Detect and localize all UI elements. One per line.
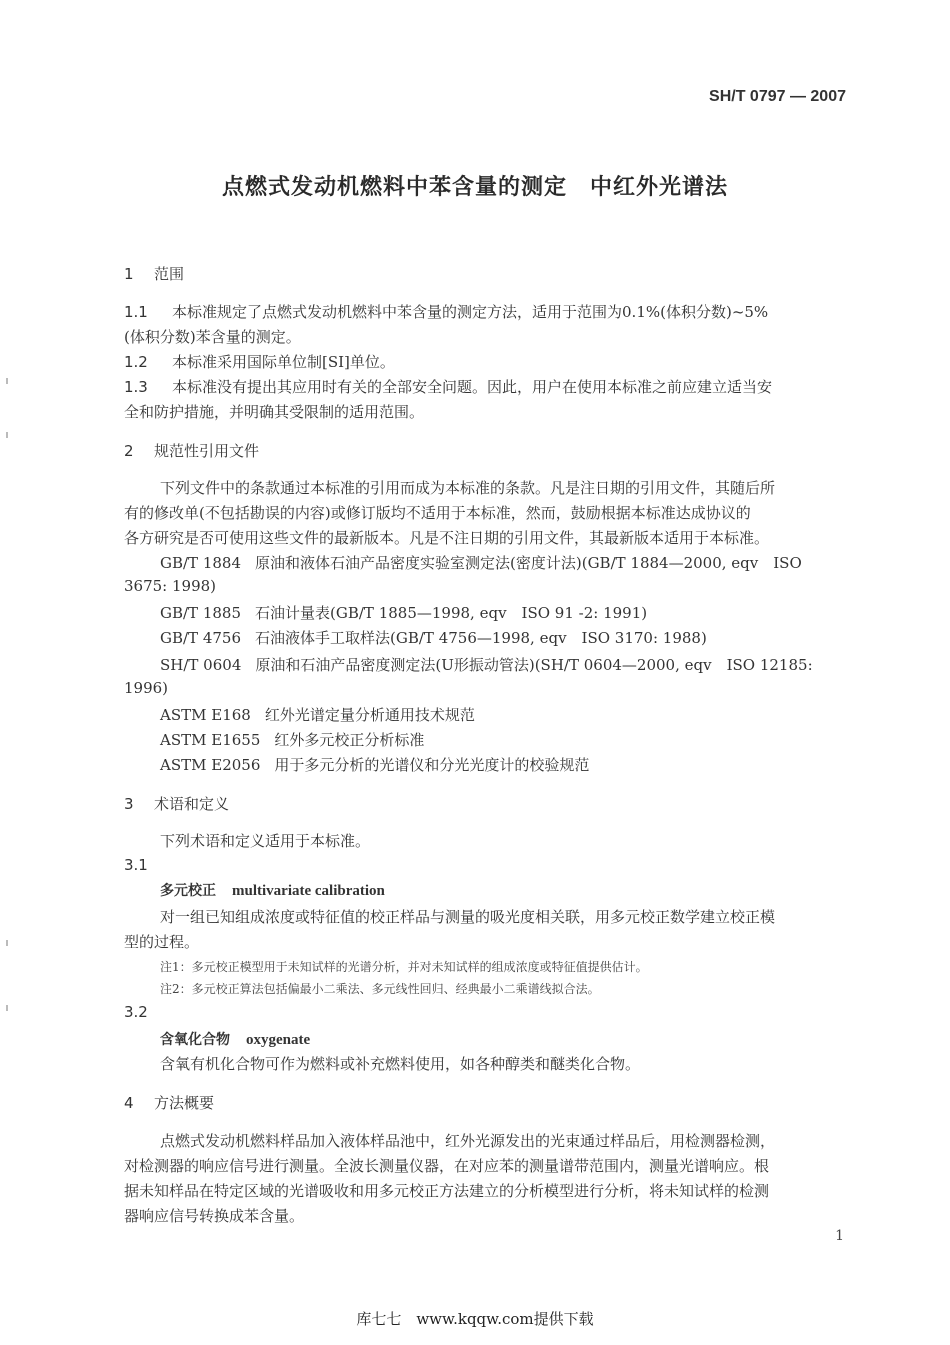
paragraph-line: 对检测器的响应信号进行测量。全波长测量仪器，在对应苯的测量谱带范围内，测量光谱响应。根 [124, 1157, 770, 1175]
reference-title: 石油液体手工取样法(GB/T 4756—1998, eqv ISO 3170: 1988) [255, 629, 707, 647]
note-2: 注2：多元校正算法包括偏最小二乘法、多元线性回归、经典最小二乘谱线拟合法。 [160, 982, 600, 996]
section-heading-terms-and-definitions [124, 793, 229, 814]
paragraph-line: 有的修改单(不包括勘误的内容)或修订版均不适用于本标准，然而，鼓励根据本标准达成协议的 [124, 504, 751, 522]
reference-item [160, 754, 589, 775]
clause-number: 1.3 [124, 378, 148, 396]
paragraph-line: 下列术语和定义适用于本标准。 [160, 832, 371, 850]
reference-item-continued: 1996) [124, 679, 169, 697]
paragraph-line: 器响应信号转换成苯含量。 [124, 1207, 305, 1225]
section-title: 范围 [154, 265, 185, 283]
scan-edge-mark [6, 940, 8, 946]
term-en: multivariate calibration [232, 883, 385, 899]
term-definition: 对一组已知组成浓度或特征值的校正样品与测量的吸光度相关联，用多元校正数学建立校正模 [160, 908, 776, 926]
reference-title: 用于多元分析的光谱仪和分光光度计的校验规范 [274, 756, 590, 774]
term-heading [160, 1029, 310, 1049]
section-number: 1 [124, 265, 134, 283]
reference-title: 原油和石油产品密度测定法(U形振动管法)(SH/T 0604—2000, eqv ISO 12185: [255, 656, 813, 674]
clause-1-1-continued: (体积分数)苯含量的测定。 [124, 328, 301, 346]
paragraph-line: 下列文件中的条款通过本标准的引用而成为本标准的条款。凡是注日期的引用文件，其随后所 [160, 479, 776, 497]
term-zh: 含氧化合物 [160, 1032, 230, 1048]
clause-1-1 [124, 301, 768, 322]
clause-number: 1.1 [124, 303, 148, 321]
clause-number: 1.2 [124, 353, 148, 371]
scan-edge-mark [6, 378, 8, 384]
scan-edge-mark [6, 432, 8, 438]
reference-title: 石油计量表(GB/T 1885—1998, eqv ISO 91 -2: 1991) [255, 604, 648, 622]
paragraph-line: 点燃式发动机燃料样品加入液体样品池中，红外光源发出的光束通过样品后，用检测器检测， [160, 1132, 776, 1150]
section-title: 术语和定义 [154, 795, 230, 813]
note-1: 注1：多元校正模型用于未知试样的光谱分析，并对未知试样的组成浓度或特征值提供估计。 [160, 960, 648, 974]
section-title: 方法概要 [154, 1094, 215, 1112]
section-heading-method-summary [124, 1092, 214, 1113]
reference-item [160, 627, 707, 648]
reference-title: 原油和液体石油产品密度实验室测定法(密度计法)(GB/T 1884—2000, eqv ISO [255, 554, 802, 572]
clause-number: 3.2 [124, 1003, 148, 1021]
term-number [124, 1003, 172, 1021]
term-zh: 多元校正 [160, 883, 216, 899]
section-title: 规范性引用文件 [154, 442, 260, 460]
term-definition-continued: 型的过程。 [124, 933, 200, 951]
reference-code: ASTM E2056 [160, 756, 261, 774]
standard-code: SH/T 0797 — 2007 [709, 88, 846, 105]
section-number: 2 [124, 442, 134, 460]
clause-text: 本标准采用国际单位制[SI]单位。 [172, 353, 395, 371]
reference-item [160, 552, 802, 573]
scan-edge-mark [6, 1005, 8, 1011]
reference-code: ASTM E168 [160, 706, 251, 724]
reference-item [160, 704, 475, 725]
document-title: 点燃式发动机燃料中苯含量的测定 中红外光谱法 [221, 175, 728, 200]
reference-code: GB/T 1884 [160, 554, 242, 572]
reference-item [160, 602, 647, 623]
reference-code: SH/T 0604 [160, 656, 242, 674]
reference-code: ASTM E1655 [160, 731, 261, 749]
reference-title: 红外光谱定量分析通用技术规范 [264, 706, 475, 724]
section-number: 3 [124, 795, 134, 813]
term-definition: 含氧有机化合物可作为燃料或补充燃料使用，如各种醇类和醚类化合物。 [160, 1055, 641, 1073]
reference-item-continued: 3675: 1998) [124, 577, 217, 595]
clause-1-2 [124, 351, 395, 372]
reference-code: GB/T 4756 [160, 629, 242, 647]
term-heading [160, 880, 385, 900]
reference-title: 红外多元校正分析标准 [274, 731, 425, 749]
clause-number: 3.1 [124, 856, 148, 874]
reference-item [160, 729, 424, 750]
clause-1-3-continued: 全和防护措施，并明确其受限制的适用范围。 [124, 403, 425, 421]
paragraph-line: 据未知样品在特定区域的光谱吸收和用多元校正方法建立的分析模型进行分析，将未知试样的检测 [124, 1182, 770, 1200]
reference-code: GB/T 1885 [160, 604, 242, 622]
term-number [124, 856, 172, 874]
clause-text: 本标准规定了点燃式发动机燃料中苯含量的测定方法，适用于范围为0.1%(体积分数)~5% [172, 303, 769, 321]
clause-1-3 [124, 376, 772, 397]
section-heading-normative-references [124, 440, 259, 461]
paragraph-line: 各方研究是否可使用这些文件的最新版本。凡是不注日期的引用文件，其最新版本适用于本标准。 [124, 529, 770, 547]
section-number: 4 [124, 1094, 134, 1112]
section-heading-scope [124, 263, 184, 284]
term-en: oxygenate [246, 1032, 311, 1048]
page-number: 1 [835, 1228, 844, 1244]
reference-item [160, 654, 813, 675]
download-footer: 库七七 www.kqqw.com提供下载 [356, 1310, 594, 1328]
clause-text: 本标准没有提出其应用时有关的全部安全问题。因此，用户在使用本标准之前应建立适当安 [172, 378, 773, 396]
